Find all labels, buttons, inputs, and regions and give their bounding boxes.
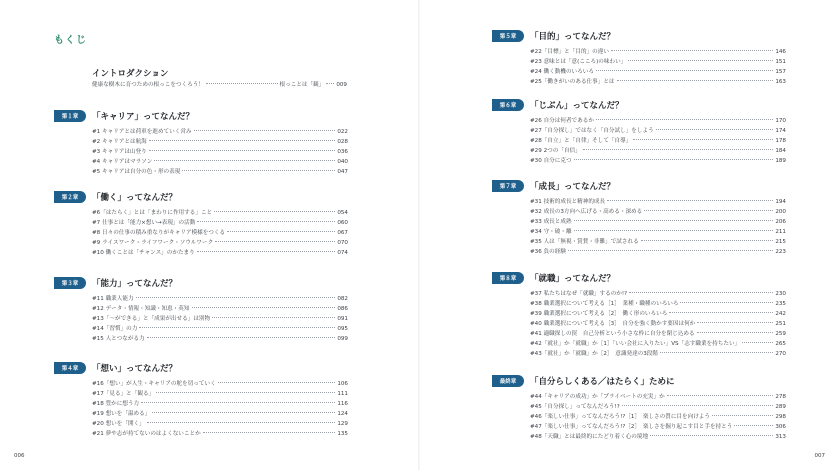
chapter-title: 「成長」ってなんだ？ [530, 182, 616, 192]
chapter-7 [492, 179, 786, 257]
chapter-badge: 第５章 [492, 30, 524, 42]
toc-entry[interactable] [92, 157, 348, 167]
toc-entry[interactable] [530, 156, 786, 166]
toc-entry[interactable] [530, 329, 786, 339]
toc-entry-title: #16「想い」が人生・キャリアの舵を切っていく [92, 381, 216, 387]
toc-entry-page: 129 [337, 421, 348, 427]
toc-entry-title: #39 職業選択について考える［2］ 働く形のいろいろ [530, 311, 668, 317]
toc-entry-page: 099 [337, 336, 348, 342]
toc-entry[interactable] [530, 227, 786, 237]
chapter-6 [492, 98, 786, 166]
toc-title: もくじ [54, 35, 87, 46]
toc-entry-title: #47「楽しい仕事」ってなんだろう!?［2］ 楽しさを掘り起こす目と手を持とう [530, 424, 733, 430]
chapter-3 [54, 276, 348, 344]
toc-entry[interactable] [92, 324, 348, 334]
toc-entry-page: 194 [775, 199, 786, 205]
leader-dots [583, 149, 774, 150]
chapter-heading [54, 361, 348, 375]
toc-entry-page: 215 [775, 239, 786, 245]
leader-dots [650, 435, 773, 436]
toc-entry-page: 067 [337, 230, 348, 236]
toc-entry[interactable] [92, 228, 348, 238]
leader-dots [197, 221, 335, 222]
toc-entry-page: 174 [775, 128, 786, 134]
chapter-heading [492, 374, 786, 388]
toc-entry-title: #2 キャリアとは航海 [92, 139, 147, 145]
intro-item-text: 健康な樹木に育つための根っこをつくろう！ [92, 82, 204, 88]
toc-entry[interactable] [92, 429, 348, 439]
toc-entry-page: 211 [775, 229, 786, 235]
intro-item-page: 009 [336, 82, 347, 88]
toc-entry-page: 082 [337, 296, 348, 302]
leader-dots [628, 60, 773, 61]
toc-entry-page: 184 [775, 148, 786, 154]
chapter-badge: 第１章 [54, 110, 86, 122]
toc-entry[interactable] [530, 309, 786, 319]
toc-entry[interactable] [530, 319, 786, 329]
toc-entry-title: #32 成長の3方向へ広げる・高める・深める [530, 209, 643, 215]
leader-dots [149, 150, 336, 151]
toc-entry[interactable] [92, 208, 348, 218]
toc-entry[interactable] [530, 116, 786, 126]
chapter-badge: 第３章 [54, 277, 86, 289]
chapter-heading [54, 109, 348, 123]
chapter-1 [54, 109, 348, 177]
toc-entry-title: #40 職業選択について考える［3］ 自分を強く動かす要因は何か [530, 321, 696, 327]
chapter-items [530, 289, 786, 359]
leader-dots [697, 322, 773, 323]
leader-dots [656, 129, 774, 130]
leader-dots [152, 412, 335, 413]
chapter-title: 「キャリア」ってなんだ？ [92, 112, 195, 122]
toc-entry-title: #45「自分探し」ってなんだろう!? [530, 404, 620, 410]
toc-entry-page: 170 [775, 118, 786, 124]
toc-entry[interactable] [530, 207, 786, 217]
chapter-heading [492, 29, 786, 43]
leader-dots [203, 432, 336, 433]
toc-entry-title: #37 私たちはなぜ「就職」するのか!? [530, 291, 628, 297]
leader-dots [633, 139, 773, 140]
toc-entry-title: #7 仕事とは「能力×想い→表現」の活動 [92, 220, 196, 226]
toc-entry-title: #41 適職探しの罠 自己分析という小さな枠に自分を閉じ込める [530, 331, 695, 337]
toc-entry-page: 151 [775, 59, 786, 65]
toc-entry[interactable] [530, 299, 786, 309]
page-number-right: 007 [814, 453, 825, 459]
toc-entry[interactable] [530, 339, 786, 349]
leader-dots [147, 337, 336, 338]
toc-entry-page: 111 [337, 391, 348, 397]
leader-dots [734, 425, 773, 426]
toc-entry[interactable] [530, 247, 786, 257]
leader-dots [641, 240, 774, 241]
toc-entry-page: 028 [337, 139, 348, 145]
toc-entry[interactable] [530, 412, 786, 422]
toc-entry-title: #20 想いを「開く」 [92, 421, 145, 427]
toc-entry[interactable] [530, 422, 786, 432]
leader-dots [680, 302, 773, 303]
chapter-items [92, 127, 348, 177]
toc-entry[interactable] [92, 304, 348, 314]
toc-entry-title: #10 働くことは「チャンス」のかたまり [92, 250, 195, 256]
toc-entry-title: #3 キャリアは山登り [92, 149, 147, 155]
toc-entry-page: 054 [337, 210, 348, 216]
toc-entry-title: #22「目標」と「目的」の違い [530, 49, 609, 55]
toc-entry-page: 306 [775, 424, 786, 430]
chapter-items [92, 208, 348, 258]
chapter-heading [492, 271, 786, 285]
chapter-items [92, 294, 348, 344]
toc-entry-title: #18 豊かに想う力 [92, 401, 140, 407]
leader-dots [136, 297, 336, 298]
toc-entry[interactable] [530, 217, 786, 227]
toc-entry-page: 278 [775, 394, 786, 400]
leader-dots [568, 250, 773, 251]
leader-dots [214, 211, 335, 212]
toc-entry-page: 047 [337, 169, 348, 175]
toc-entry-title: #4 キャリアはマラソン [92, 159, 153, 165]
chapter-badge: 最終章 [492, 375, 524, 387]
toc-entry-page: 116 [337, 401, 348, 407]
toc-entry[interactable] [530, 126, 786, 136]
chapter-badge: 第７章 [492, 180, 524, 192]
leader-dots [197, 251, 336, 252]
leader-dots [139, 327, 335, 328]
leader-dots [141, 402, 335, 403]
intro-item-tail: 根っことは「観」 [279, 82, 325, 88]
toc-entry[interactable] [92, 334, 348, 344]
toc-entry-title: #29 2つの「自信」 [530, 148, 581, 154]
toc-entry-page: 095 [337, 326, 348, 332]
toc-entry-title: #34 守・破・離 [530, 229, 572, 235]
leader-dots [596, 119, 773, 120]
leader-dots [326, 83, 334, 84]
leader-dots [574, 159, 774, 160]
chapter-items [530, 197, 786, 257]
toc-entry-page: 091 [337, 316, 348, 322]
toc-entry[interactable] [530, 392, 786, 402]
intro-heading: イントロダクション [92, 69, 169, 79]
chapter-badge: 第４章 [54, 362, 86, 374]
chapter-title: 「就職」ってなんだ？ [530, 274, 616, 284]
leader-dots [742, 342, 773, 343]
leader-dots [617, 80, 774, 81]
chapter-title: 「能力」ってなんだ？ [92, 279, 178, 289]
toc-entry-title: #43「就社」か「就職」か［2］ 意識発達の3段階 [530, 351, 658, 357]
chapter-heading [54, 276, 348, 290]
toc-entry-title: #46「楽しい仕事」ってなんだろう!?［1］ 楽しさの質に目を向けよう [530, 414, 710, 420]
leader-dots [147, 422, 336, 423]
toc-entry[interactable] [92, 294, 348, 304]
toc-entry[interactable] [530, 402, 786, 412]
toc-entry-page: 086 [337, 306, 348, 312]
chapter-items [92, 379, 348, 439]
leader-dots [194, 130, 336, 131]
toc-entry-title: #24 働く動機のいろいろ [530, 69, 594, 75]
toc-entry[interactable] [92, 248, 348, 258]
toc-entry-title: #11 職業人能力 [92, 296, 134, 302]
leader-dots [607, 200, 773, 201]
toc-entry-page: 230 [775, 291, 786, 297]
toc-entry[interactable] [530, 77, 786, 87]
toc-entry-page: 070 [337, 240, 348, 246]
toc-entry-page: 157 [775, 69, 786, 75]
leader-dots [182, 170, 335, 171]
toc-entry-title: #21 夢や志が持てないのはよくないことか [92, 431, 201, 437]
toc-entry-title: #38 職業選択について考える［1］ 業種・職種のいろいろ [530, 301, 679, 307]
chapter-title: 「じぶん」ってなんだ？ [530, 101, 624, 111]
toc-entry-page: 265 [775, 341, 786, 347]
toc-entry-title: #28「自立」と「自律」そして「自導」 [530, 138, 632, 144]
chapter-2 [54, 190, 348, 258]
chapter-heading [492, 98, 786, 112]
toc-entry-page: 074 [337, 250, 348, 256]
chapter-items [530, 47, 786, 87]
toc-entry[interactable] [92, 419, 348, 429]
toc-entry[interactable] [530, 136, 786, 146]
leader-dots [574, 230, 774, 231]
chapter-5 [492, 29, 786, 87]
chapter-title: 「目的」ってなんだ？ [530, 32, 616, 42]
toc-entry-page: 298 [775, 414, 786, 420]
toc-entry[interactable] [92, 218, 348, 228]
toc-entry-title: #25「働きがいのある仕事」とは [530, 79, 615, 85]
leader-dots [712, 415, 773, 416]
toc-entry-page: 036 [337, 149, 348, 155]
toc-entry-page: 022 [337, 129, 348, 135]
toc-entry-page: 178 [775, 138, 786, 144]
chapter-heading [54, 190, 348, 204]
toc-entry-title: #33 成長と成熟 [530, 219, 572, 225]
toc-entry-page: 313 [775, 434, 786, 440]
toc-entry-title: #31 技術的成長と精神的成長 [530, 199, 606, 205]
toc-entry-title: #42「就社」か「就職」か［1］「いい会社に入りたい」VS「志す職業を持ちたい」 [530, 341, 741, 347]
toc-entry-page: 223 [775, 249, 786, 255]
chapter-title: 「自分らしくある／はたらく」ために [530, 377, 675, 387]
toc-entry[interactable] [92, 167, 348, 177]
toc-entry-title: #8 日々の仕事の積み重なりがキャリア模様をつくる [92, 230, 226, 236]
leader-dots [611, 50, 773, 51]
toc-entry-page: 135 [337, 431, 348, 437]
toc-entry[interactable] [92, 137, 348, 147]
leader-dots [697, 332, 774, 333]
chapter-items [530, 116, 786, 166]
toc-entry-title: #23 意味とは「意(こころ)の味わい」 [530, 59, 627, 65]
toc-entry[interactable] [530, 57, 786, 67]
toc-entry[interactable] [530, 146, 786, 156]
toc-entry[interactable] [530, 289, 786, 299]
toc-entry-page: 259 [775, 331, 786, 337]
right-page [420, 0, 839, 470]
toc-entry-page: 106 [337, 381, 348, 387]
toc-entry-title: #44「キャリアの成功」か「プライベートの充実」か [530, 394, 665, 400]
toc-entry[interactable] [530, 349, 786, 359]
chapter-badge: 第８章 [492, 272, 524, 284]
leader-dots [156, 392, 335, 393]
toc-entry-page: 289 [775, 404, 786, 410]
chapter-badge: 第２章 [54, 191, 86, 203]
toc-entry-page: 146 [775, 49, 786, 55]
toc-entry[interactable] [530, 432, 786, 442]
leader-dots [227, 231, 335, 232]
toc-entry-title: #15 人とつながる力 [92, 336, 145, 342]
chapter-badge: 第６章 [492, 99, 524, 111]
intro-item[interactable] [92, 80, 347, 90]
toc-entry[interactable] [530, 197, 786, 207]
toc-entry-title: #35 人は「無視・賞賛・非難」で試される [530, 239, 639, 245]
leader-dots [218, 382, 336, 383]
leader-dots [644, 210, 773, 211]
leader-dots [629, 292, 773, 293]
toc-entry-page: 270 [775, 351, 786, 357]
toc-entry-page: 206 [775, 219, 786, 225]
toc-entry-title: #30 自分に克つ [530, 158, 572, 164]
toc-entry-title: #6「はたらく」とは「まわりに作用する」こと [92, 210, 213, 216]
toc-entry-title: #36 負の経験 [530, 249, 566, 255]
toc-entry-page: 251 [775, 321, 786, 327]
chapter-items [530, 392, 786, 442]
toc-entry-title: #5 キャリアは自分の色・形の表現 [92, 169, 181, 175]
toc-entry[interactable] [92, 389, 348, 399]
leader-dots [212, 317, 335, 318]
toc-entry[interactable] [92, 379, 348, 389]
toc-entry-page: 163 [775, 79, 786, 85]
leader-dots [622, 405, 774, 406]
toc-entry[interactable] [92, 127, 348, 137]
toc-entry-title: #13「〜ができる」と「成果が出せる」は別物 [92, 316, 211, 322]
toc-entry-page: 235 [775, 301, 786, 307]
toc-entry[interactable] [92, 238, 348, 248]
toc-entry-title: #9 ライスワーク・ライフワーク・ソウルワーク [92, 240, 214, 246]
toc-entry-title: #48「天職」とは最終的にたどり着く心の境地 [530, 434, 649, 440]
toc-entry[interactable] [530, 47, 786, 57]
toc-entry-page: 189 [775, 158, 786, 164]
toc-entry-title: #26 自分は何者であるか [530, 118, 594, 124]
toc-entry-title: #19 想いを「温める」 [92, 411, 151, 417]
toc-entry-page: 060 [337, 220, 348, 226]
toc-entry-title: #27「自分探し」ではなく「自分試し」をしよう [530, 128, 654, 134]
leader-dots [574, 220, 774, 221]
toc-entry-title: #14「習慣」の力 [92, 326, 138, 332]
toc-entry-page: 040 [337, 159, 348, 165]
toc-entry-page: 242 [775, 311, 786, 317]
leader-dots [596, 70, 773, 71]
toc-entry-title: #1 キャリアとは荷車を進めていく営み [92, 129, 192, 135]
toc-entry[interactable] [92, 314, 348, 324]
toc-entry-title: #12 データ・情報・知識・知恵・英知 [92, 306, 190, 312]
toc-entry[interactable] [92, 147, 348, 157]
toc-entry-page: 124 [337, 411, 348, 417]
chapter-title: 「想い」ってなんだ？ [92, 364, 178, 374]
chapter-heading [492, 179, 786, 193]
leader-dots [215, 241, 335, 242]
toc-entry[interactable] [92, 399, 348, 409]
left-page [0, 0, 419, 470]
leader-dots [149, 140, 336, 141]
chapter-title: 「働く」ってなんだ？ [92, 193, 178, 203]
chapter-4 [54, 361, 348, 439]
toc-entry[interactable] [92, 409, 348, 419]
chapter-final [492, 374, 786, 442]
toc-entry[interactable] [530, 67, 786, 77]
page-number-left: 006 [14, 453, 25, 459]
toc-entry-page: 200 [775, 209, 786, 215]
toc-entry-title: #17「見る」と「観る」 [92, 391, 155, 397]
toc-entry[interactable] [530, 237, 786, 247]
leader-dots [667, 395, 774, 396]
leader-dots [669, 312, 773, 313]
leader-dots [660, 352, 773, 353]
chapter-8 [492, 271, 786, 359]
leader-dots [206, 83, 278, 84]
leader-dots [154, 160, 335, 161]
leader-dots [192, 307, 336, 308]
